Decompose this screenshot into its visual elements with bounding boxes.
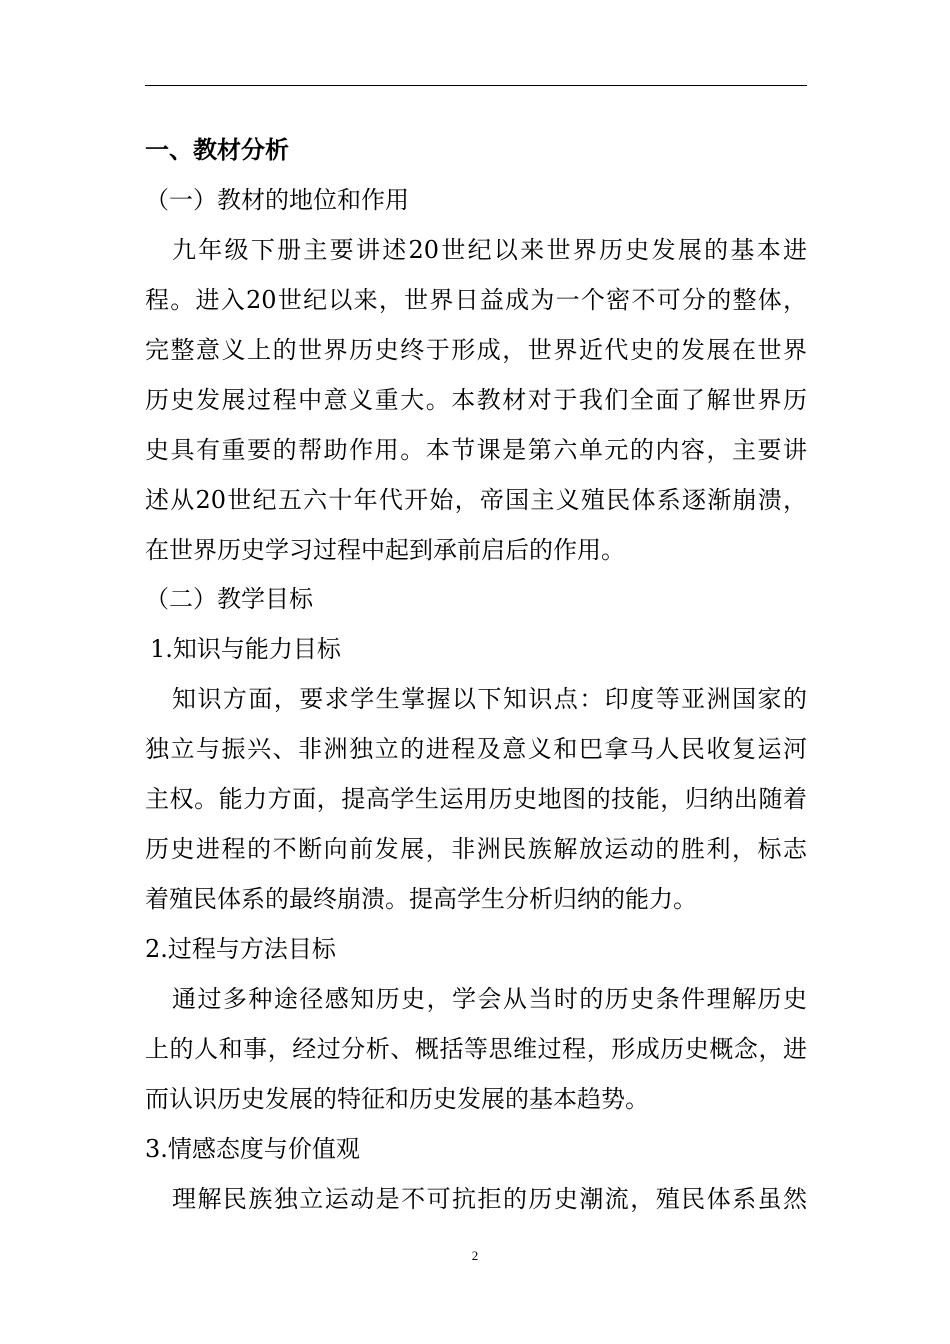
paragraph-line: 上的人和事，经过分析、概括等思维过程，形成历史概念，进 (145, 1035, 807, 1063)
paragraph-line: 理解民族独立运动是不可抗拒的历史潮流，殖民体系虽然 (172, 1185, 807, 1213)
header-rule (145, 85, 807, 86)
paragraph-line: 通过多种途径感知历史，学会从当时的历史条件理解历史 (172, 985, 807, 1013)
objective-heading: 3.情感态度与价值观 (145, 1135, 360, 1163)
paragraph-line: 九年级下册主要讲述20世纪以来世界历史发展的基本进 (172, 236, 807, 264)
subsection-heading: （一）教材的地位和作用 (145, 186, 409, 214)
paragraph-line: 完整意义上的世界历史终于形成，世界近代史的发展在世界 (145, 336, 807, 364)
paragraph-line: 独立与振兴、非洲独立的进程及意义和巴拿马人民收复运河 (145, 735, 807, 763)
paragraph-line: 在世界历史学习过程中起到承前启后的作用。 (145, 536, 625, 564)
paragraph-line: 程。进入20世纪以来，世界日益成为一个密不可分的整体， (145, 286, 807, 314)
paragraph-line: 历史进程的不断向前发展，非洲民族解放运动的胜利，标志 (145, 835, 807, 863)
objective-heading: 1.知识与能力目标 (150, 635, 341, 663)
paragraph-line: 着殖民体系的最终崩溃。提高学生分析归纳的能力。 (145, 885, 697, 913)
paragraph-line: 述从20世纪五六十年代开始，帝国主义殖民体系逐渐崩溃， (145, 486, 807, 514)
subsection-heading: （二）教学目标 (145, 585, 313, 613)
page-number: 2 (471, 1248, 479, 1263)
paragraph-line: 知识方面，要求学生掌握以下知识点：印度等亚洲国家的 (172, 685, 807, 713)
paragraph-line: 史具有重要的帮助作用。本节课是第六单元的内容，主要讲 (145, 436, 807, 464)
paragraph-line: 主权。能力方面，提高学生运用历史地图的技能，归纳出随着 (145, 785, 807, 813)
objective-heading: 2.过程与方法目标 (145, 935, 336, 963)
section-heading: 一、教材分析 (145, 135, 289, 164)
paragraph-line: 而认识历史发展的特征和历史发展的基本趋势。 (145, 1085, 649, 1113)
paragraph-line: 历史发展过程中意义重大。本教材对于我们全面了解世界历 (145, 386, 807, 414)
